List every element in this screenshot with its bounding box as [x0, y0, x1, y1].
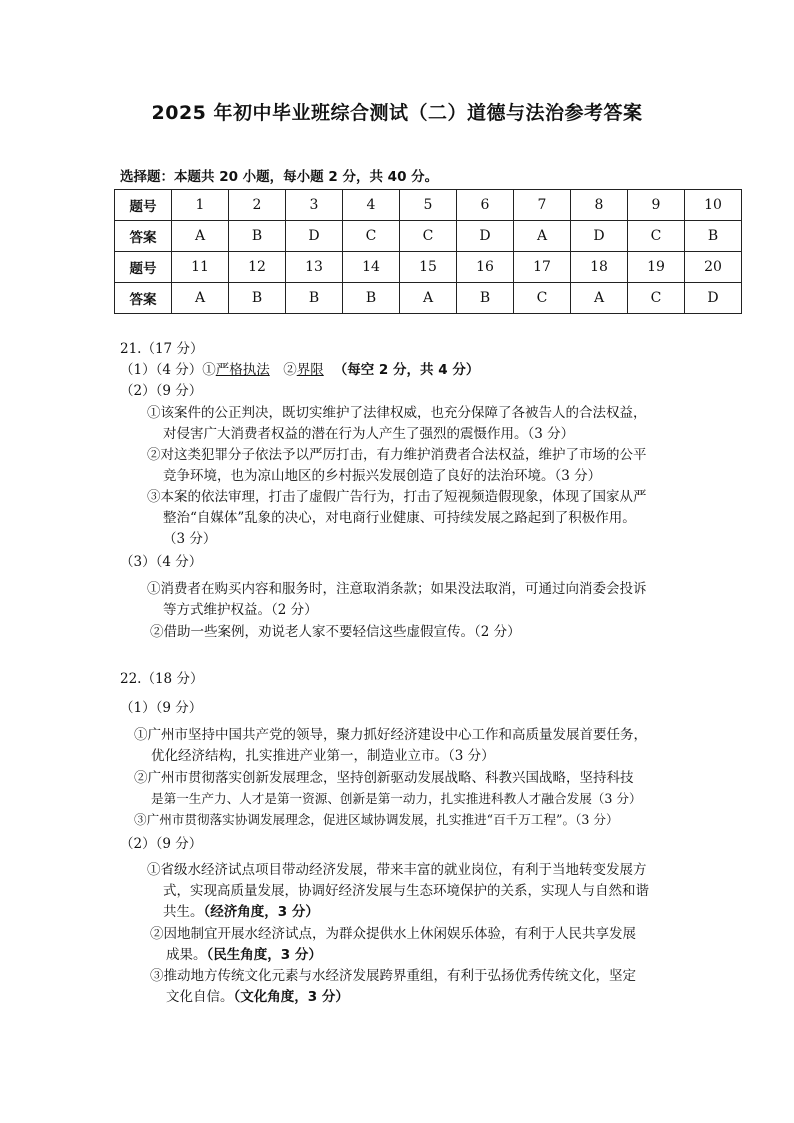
answer-cell: B: [229, 221, 286, 252]
q22-part2-line: [166, 987, 349, 1007]
q22-part2-text: 成果。: [166, 947, 207, 963]
q22-part2-line: ③推动地方传统文化元素与水经济发展跨界重组，有利于弘扬优秀传统文化，坚定: [150, 968, 636, 984]
q22-part1-line: ②广州市贯彻落实创新发展理念，坚持创新驱动发展战略、科教兴国战略，坚持科技: [134, 770, 634, 786]
answer-cell: D: [457, 221, 514, 252]
answer-cell: B: [286, 283, 343, 314]
q22-part1-line: 是第一生产力、人才是第一资源、创新是第一动力，扎实推进科教人才融合发展（3 分）: [151, 791, 642, 806]
num-cell: 1: [172, 190, 229, 221]
num-cell: 13: [286, 252, 343, 283]
table-row-answers-1: [115, 221, 742, 252]
ans-label-cell: 答案: [115, 283, 172, 314]
q22-part2-text: 共生。: [163, 904, 204, 920]
num-cell: 2: [229, 190, 286, 221]
table-row-numbers-2: [115, 252, 742, 283]
answer-cell: B: [229, 283, 286, 314]
answer-cell: D: [286, 221, 343, 252]
num-label-cell: 题号: [115, 190, 172, 221]
q21-part2-line: 整治“自媒体”乱象的决心，对电商行业健康、可持续发展之路起到了积极作用。: [163, 510, 636, 526]
num-cell: 12: [229, 252, 286, 283]
q21-part1-note: （每空 2 分，共 4 分）: [333, 362, 480, 378]
num-cell: 19: [628, 252, 685, 283]
num-cell: 17: [514, 252, 571, 283]
answer-cell: C: [400, 221, 457, 252]
q22-part2-perspective: （民生角度，3 分）: [206, 947, 322, 963]
q22-part2-line: [166, 945, 322, 965]
num-cell: 10: [685, 190, 742, 221]
ans-label-cell: 答案: [115, 221, 172, 252]
q22-part1-heading: （1）（9 分）: [120, 700, 203, 716]
table-row-answers-2: [115, 283, 742, 314]
q21-part3-line: ②借助一些案例，劝说老人家不要轻信这些虚假宣传。（2 分）: [150, 624, 521, 640]
num-cell: 9: [628, 190, 685, 221]
q21-part2-line: ③本案的依法审理，打击了虚假广告行为，打击了短视频造假现象，体现了国家从严: [147, 489, 647, 505]
answer-cell: B: [685, 221, 742, 252]
q21-part3-line: ①消费者在购买内容和服务时，注意取消条款；如果没法取消，可通过向消委会投诉: [147, 581, 647, 597]
q21-part2-line: ②对这类犯罪分子依法予以严厉打击，有力维护消费者合法权益，维护了市场的公平: [147, 447, 647, 463]
page-title: 2025 年初中毕业班综合测试（二）道德与法治参考答案: [151, 102, 643, 124]
table-row-numbers-1: [115, 190, 742, 221]
num-cell: 7: [514, 190, 571, 221]
answer-cell: A: [400, 283, 457, 314]
answer-cell: A: [514, 221, 571, 252]
q22-part2-line: 式，实现高质量发展，协调好经济发展与生态环境保护的关系，实现人与自然和谐: [163, 883, 649, 899]
num-cell: 15: [400, 252, 457, 283]
answer-cell: A: [571, 283, 628, 314]
q21-part1-mid: ②: [269, 362, 297, 378]
q22-part2-heading: （2）（9 分）: [120, 836, 203, 852]
answer-cell: A: [172, 283, 229, 314]
num-cell: 8: [571, 190, 628, 221]
q22-part2-line: [163, 902, 319, 922]
q22-part1-line: ③广州市贯彻落实协调发展理念，促进区域协调发展，扎实推进“百千万工程”。（3 分）: [134, 812, 619, 827]
q22-part1-line: ①广州市坚持中国共产党的领导，聚力抓好经济建设中心工作和高质量发展首要任务，: [134, 727, 647, 743]
q21-answer-1: 严格执法: [215, 362, 270, 378]
answer-cell: D: [685, 283, 742, 314]
q21-part2-line: ①该案件的公正判决，既切实维护了法律权威，也充分保障了各被告人的合法权益，: [147, 405, 647, 421]
q22-part2-perspective: （文化角度，3 分）: [233, 989, 349, 1005]
q21-heading: 21.（17 分）: [120, 341, 204, 357]
choice-answer-table: [114, 189, 742, 314]
answer-cell: C: [628, 221, 685, 252]
q21-answer-2: 界限: [296, 362, 324, 378]
q21-part2-line: 竞争环境，也为凉山地区的乡村振兴发展创造了良好的法治环境。（3 分）: [163, 468, 602, 484]
answer-cell: C: [514, 283, 571, 314]
num-cell: 6: [457, 190, 514, 221]
q22-part2-text: 文化自信。: [166, 989, 234, 1005]
q21-part2-heading: （2）（9 分）: [120, 383, 203, 399]
q22-part2-line: ①省级水经济试点项目带动经济发展，带来丰富的就业岗位，有利于当地转变发展方: [147, 862, 647, 878]
answer-cell: B: [457, 283, 514, 314]
num-label-cell: 题号: [115, 252, 172, 283]
q22-part1-line: 优化经济结构，扎实推进产业第一，制造业立市。（3 分）: [151, 748, 495, 764]
answer-cell: D: [571, 221, 628, 252]
answer-cell: C: [628, 283, 685, 314]
num-cell: 11: [172, 252, 229, 283]
num-cell: 14: [343, 252, 400, 283]
q21-part1-prefix: （1）（4 分）①: [120, 362, 216, 378]
choice-section-heading: 选择题：本题共 20 小题，每小题 2 分，共 40 分。: [120, 169, 439, 185]
q21-part2-line: 对侵害广大消费者权益的潜在行为人产生了强烈的震慑作用。（3 分）: [163, 426, 575, 442]
q21-part3-line: 等方式维护权益。（2 分）: [163, 602, 318, 618]
q22-heading: 22.（18 分）: [120, 671, 204, 687]
num-cell: 16: [457, 252, 514, 283]
num-cell: 4: [343, 190, 400, 221]
q21-part1: [120, 360, 479, 380]
num-cell: 3: [286, 190, 343, 221]
answer-cell: C: [343, 221, 400, 252]
q22-part2-line: ②因地制宜开展水经济试点，为群众提供水上休闲娱乐体验，有利于人民共享发展: [150, 926, 636, 942]
q22-part2-perspective: （经济角度，3 分）: [203, 904, 319, 920]
answer-cell: A: [172, 221, 229, 252]
q21-part2-line: （3 分）: [163, 531, 217, 547]
answer-cell: B: [343, 283, 400, 314]
num-cell: 5: [400, 190, 457, 221]
num-cell: 18: [571, 252, 628, 283]
q21-part3-heading: （3）（4 分）: [120, 554, 203, 570]
num-cell: 20: [685, 252, 742, 283]
